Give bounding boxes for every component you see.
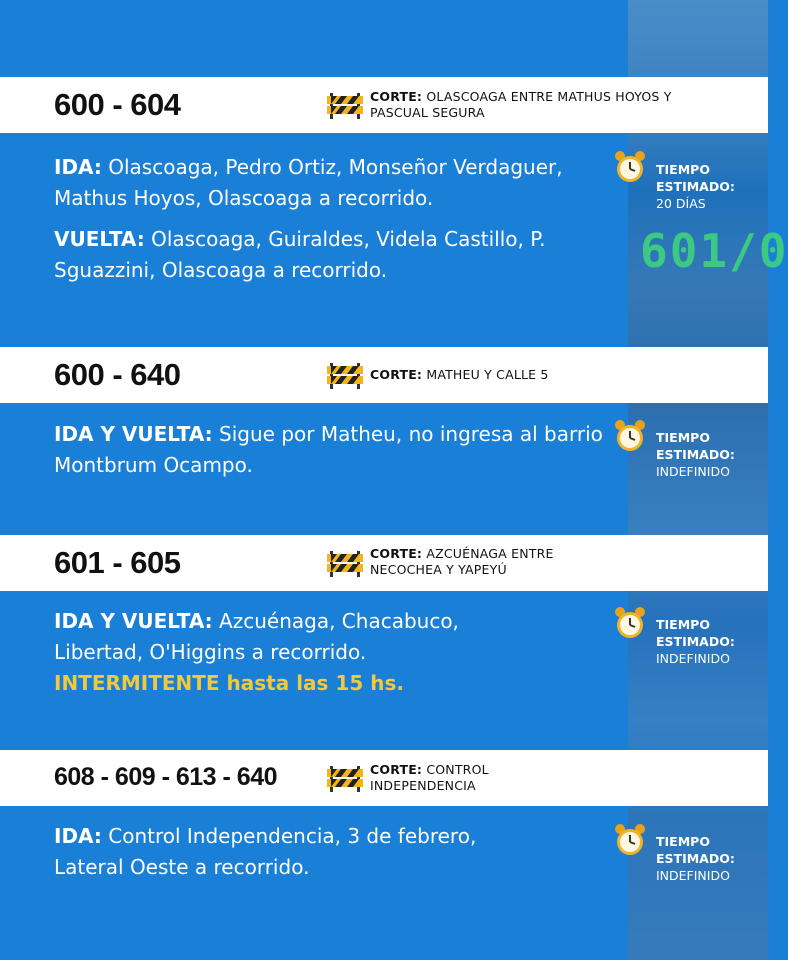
tiempo-estimado [656,429,766,480]
tiempo-value: 20 DÍAS [656,196,706,211]
line-text: Sigue por Matheu, no ingresa al barrio Montbrum Ocampo. [54,422,603,477]
corte-label: CORTE: [370,89,423,104]
alarm-clock-icon [613,150,647,184]
vuelta-line [54,224,624,286]
corte-label: CORTE: [370,367,423,382]
line-text: Olascoaga, Guiraldes, Videla Castillo, P. Sguazzini, Olascoaga a recorrido. [54,227,546,282]
road-barrier-icon [327,549,363,577]
intermitente-warning: INTERMITENTE hasta las 15 hs. [54,671,404,695]
tiempo-value: INDEFINIDO [656,868,730,883]
corte-text: AZCUÉNAGA ENTRE NECOCHEA Y YAPEYÚ [370,546,554,577]
ida-line [54,152,624,214]
route-description-1 [54,152,624,286]
tiempo-label: TIEMPO ESTIMADO: [656,617,735,649]
alarm-clock-icon [613,823,647,857]
line-text: Control Independencia, 3 de febrero, Lateral Oeste a recorrido. [54,824,477,879]
corte-info [370,367,710,383]
line-label: IDA Y VUELTA: [54,609,213,633]
route-description-2 [54,419,624,481]
corte-text: MATHEU Y CALLE 5 [426,367,549,382]
tiempo-label: TIEMPO ESTIMADO: [656,162,735,194]
route-number: 600 - 604 [54,87,181,122]
ida-vuelta-line [54,419,624,481]
line-label: IDA: [54,824,102,848]
corte-label: CORTE: [370,762,423,777]
corte-info [370,546,600,578]
line-text: Azcuénaga, Chacabuco, Libertad, O'Higgins a recorrido. [54,609,459,664]
alarm-clock-icon [613,606,647,640]
corte-label: CORTE: [370,546,423,561]
corte-text: OLASCOAGA ENTRE MATHUS HOYOS Y PASCUAL SEGURA [370,89,672,120]
line-text: Olascoaga, Pedro Ortiz, Monseñor Verdaguer, Mathus Hoyos, Olascoaga a recorrido. [54,155,563,210]
road-barrier-icon [327,361,363,389]
route-description-3 [54,606,624,699]
tiempo-estimado [656,833,766,884]
route-description-4 [54,821,624,883]
route-number: 601 - 605 [54,545,181,580]
corte-text: CONTROL INDEPENDENCIA [370,762,489,793]
line-label: VUELTA: [54,227,145,251]
tiempo-value: INDEFINIDO [656,651,730,666]
tiempo-estimado [656,161,766,212]
ida-line [54,821,544,883]
tiempo-estimado [656,616,766,667]
corte-info [370,762,540,794]
route-number: 608 - 609 - 613 - 640 [54,763,277,791]
bus-led-sign: 601/0 [640,224,788,278]
tiempo-label: TIEMPO ESTIMADO: [656,834,735,866]
route-number: 600 - 640 [54,357,181,392]
line-label: IDA Y VUELTA: [54,422,213,446]
line-label: IDA: [54,155,102,179]
corte-info [370,89,710,121]
tiempo-value: INDEFINIDO [656,464,730,479]
alarm-clock-icon [613,419,647,453]
ida-vuelta-line [54,606,514,668]
tiempo-label: TIEMPO ESTIMADO: [656,430,735,462]
road-barrier-icon [327,764,363,792]
road-barrier-icon [327,91,363,119]
background-photo [628,0,788,960]
